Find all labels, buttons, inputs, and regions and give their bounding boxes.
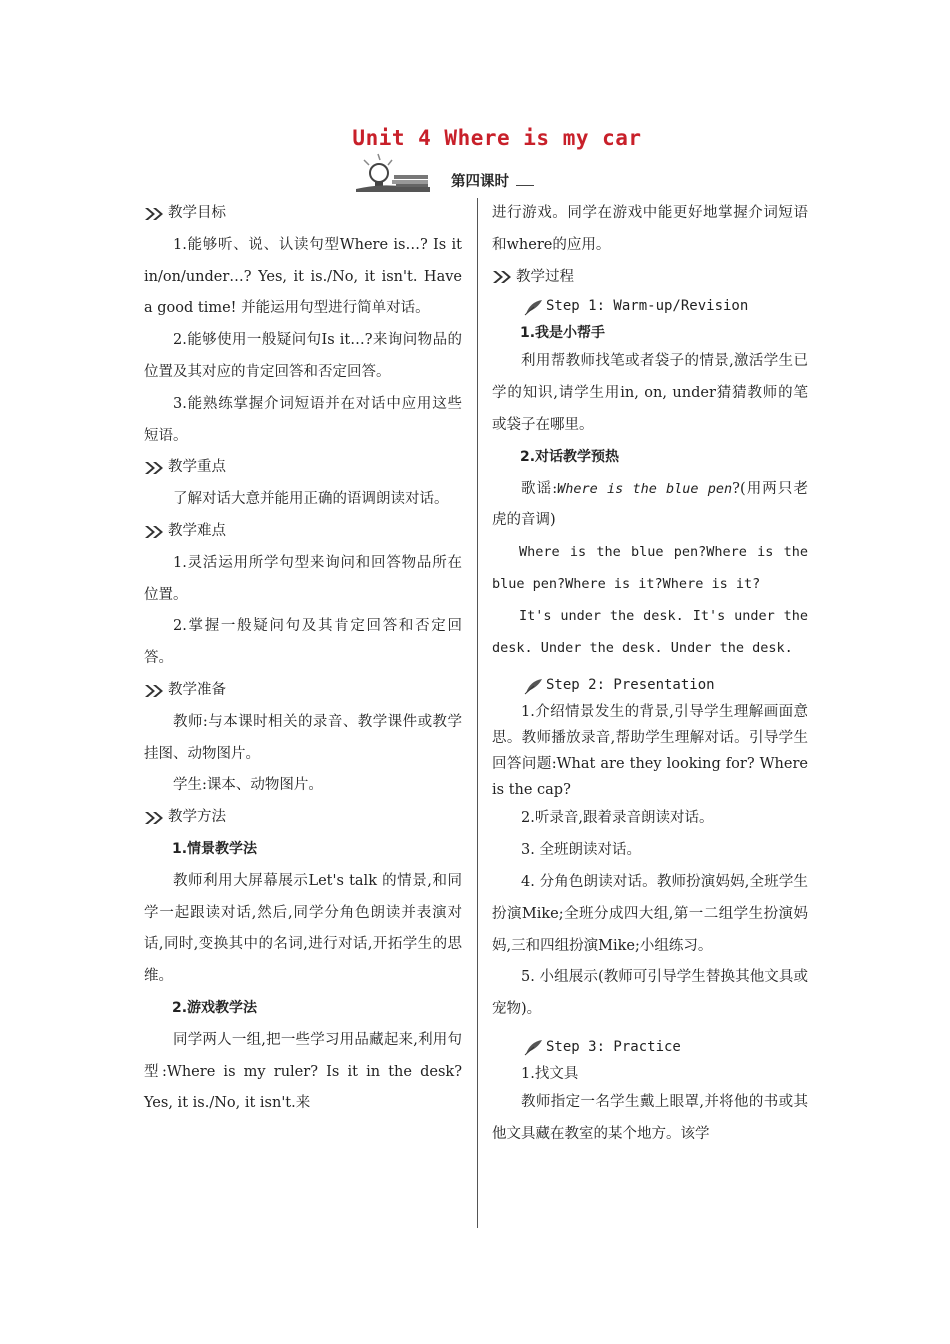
- goal-1: 1.能够听、说、认读句型Where is…? Is it in/on/under…? Yes, it is./No, it isn't. Have a good time! 并能运用句型进行简单对话。: [144, 236, 462, 317]
- key-points-text: 了解对话大意并能用正确的语调朗读对话。: [173, 491, 449, 508]
- methods-heading-text: 教学方法: [168, 809, 226, 826]
- step-2-label: Step 2: Presentation: [546, 676, 715, 693]
- lightbulb-icon: [352, 152, 432, 194]
- method-1-text: 教师利用大屏幕展示Let's talk 的情景,和同学一起跟读对话,然后,同学分角色朗读并表演对话,同时,变换其中的名词,进行对话,开拓学生的思维。: [144, 872, 462, 985]
- song-line-2: It's under the desk. It's under the desk. Under the desk. Under the desk.: [492, 607, 808, 656]
- step-2-item-2: 2.听录音,跟着录音朗读对话。: [521, 810, 714, 827]
- song-line-1: Where is the blue pen?Where is the blue pen?Where is it?Where is it?: [492, 544, 808, 592]
- step-1-item-1-title: 1.我是小帮手: [520, 325, 606, 342]
- step-3-label: Step 3: Practice: [546, 1038, 681, 1055]
- preparation-heading-text: 教学准备: [168, 681, 226, 698]
- goals-heading-text: 教学目标: [168, 205, 226, 221]
- step-2-item-1: 1.介绍情景发生的背景,引导学生理解画面意思。教师播放录音,帮助学生理解对话。引导学生回答问题:What are they looking for? Where is the cap?: [492, 704, 808, 799]
- key-points-heading-text: 教学重点: [168, 459, 226, 476]
- lesson-subtitle: 第四课时: [451, 174, 509, 190]
- song-note: ?(用两只老虎的音调): [492, 480, 808, 529]
- step-2-item-5: 5. 小组展示(教师可引导学生替换其他文具或宠物)。: [492, 969, 808, 1018]
- left-column: [144, 198, 462, 1120]
- difficulties-heading-text: 教学难点: [168, 522, 226, 539]
- continued-text: 进行游戏。同学在游戏中能更好地掌握介词短语和where的应用。: [492, 205, 808, 253]
- step-1-item-2-title: 2.对话教学预热: [520, 448, 620, 465]
- difficulty-2: 2.掌握一般疑问句及其肯定回答和否定回答。: [144, 618, 462, 667]
- step-1-label: Step 1: Warm-up/Revision: [546, 298, 749, 314]
- step-1-item-1-text: 利用帮教师找笔或者袋子的情景,激活学生已学的知识,请学生用in, on, under猜猜教师的笔或袋子在哪里。: [492, 353, 808, 433]
- preparation-heading: [144, 675, 462, 707]
- process-heading: [492, 262, 808, 294]
- document-title: Unit 4 Where is my car: [352, 126, 642, 150]
- step-3-item-1-title: 1.找文具: [521, 1065, 579, 1082]
- step-2-item-3: 3. 全班朗读对话。: [521, 842, 641, 859]
- right-column: [492, 198, 808, 1151]
- difficulties-heading: [144, 516, 462, 548]
- goal-2: 2.能够使用一般疑问句Is it…?来询问物品的位置及其对应的肯定回答和否定回答。: [144, 332, 462, 380]
- preparation-student: 学生:课本、动物图片。: [173, 777, 323, 794]
- feather-icon: [524, 1038, 544, 1056]
- step-1-heading: [492, 293, 808, 320]
- preparation-teacher: 教师:与本课时相关的录音、教学课件或教学挂图、动物图片。: [144, 713, 462, 762]
- process-heading-text: 教学过程: [516, 268, 574, 285]
- double-chevron-icon: [144, 460, 166, 476]
- step-2-item-4: 4. 分角色朗读对话。教师扮演妈妈,全班学生扮演Mike;全班分成四大组,第一二组学生扮演妈妈,三和四组扮演Mike;小组练习。: [492, 873, 808, 954]
- double-chevron-icon: [144, 810, 166, 826]
- step-3-heading: [492, 1034, 808, 1061]
- double-chevron-icon: [144, 524, 166, 540]
- song-label: 歌谣:: [521, 480, 558, 497]
- double-chevron-icon: [144, 206, 166, 222]
- key-points-heading: [144, 452, 462, 484]
- method-1-title: 1.情景教学法: [172, 840, 258, 857]
- goal-3: 3.能熟练掌握介词短语并在对话中应用这些短语。: [144, 395, 462, 444]
- double-chevron-icon: [492, 269, 514, 285]
- goals-heading: [144, 198, 462, 230]
- column-divider: [477, 198, 478, 1228]
- step-2-heading: [492, 672, 808, 699]
- double-chevron-icon: [144, 683, 166, 699]
- song-intro: [492, 474, 808, 538]
- feather-icon: [524, 298, 544, 316]
- method-2-text: 同学两人一组,把一些学习用品藏起来,利用句型:Where is my ruler? Is it in the desk? Yes, it is./No, it isn't.来: [144, 1031, 462, 1112]
- step-3-item-1-text: 教师指定一名学生戴上眼罩,并将他的书或其他文具藏在教室的某个地方。该学: [492, 1093, 808, 1142]
- song-title: Where is the blue pen: [557, 480, 733, 497]
- method-2-title: 2.游戏教学法: [172, 999, 258, 1016]
- subtitle-underline: [516, 185, 534, 186]
- methods-heading: [144, 802, 462, 834]
- difficulty-1: 1.灵活运用所学句型来询问和回答物品所在位置。: [144, 554, 462, 603]
- feather-icon: [524, 677, 544, 695]
